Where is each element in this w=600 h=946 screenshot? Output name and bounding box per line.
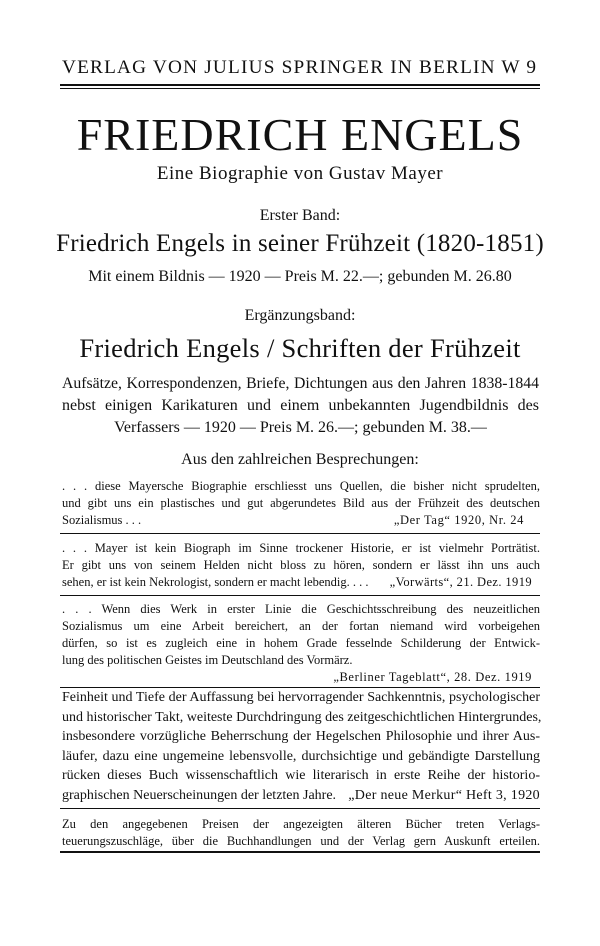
review-line: Er gibt uns von seinem Helden nicht bloss zu hören, sondern er lässt ihn uns auch	[62, 558, 540, 572]
footnote-line: teuerungszuschläge, über die Buchhandlungen und der Verlag gern Auskunft erteilen.	[62, 834, 540, 848]
volume2-line: nebst einigen Karikaturen und einem unbekannten Jugendbildnis des	[62, 397, 539, 414]
volume2-line: Verfassers — 1920 — Preis M. 26.—; gebunden M. 38.—	[114, 419, 487, 436]
review-line: . . . Wenn dies Werk in erster Linie die Geschichtsschreibung des neuzeitlichen	[62, 602, 540, 616]
review-divider	[60, 595, 540, 596]
review-source: „Der Tag“ 1920, Nr. 24	[393, 513, 524, 527]
footer-rule	[60, 851, 540, 853]
price-footnote	[62, 816, 540, 850]
review-line: . . . diese Mayersche Biographie erschliesst uns Quellen, die bisher nicht sprudelten,	[62, 479, 540, 493]
final-review-line: und historischer Takt, weiteste Durchdringung des zeitgeschichtlichen Hintergrundes,	[62, 709, 542, 725]
review-line: dürfen, so ist es zugleich eine in hohem Grade fesselnde Schilderung der Entwick-	[62, 636, 540, 650]
book-title: FRIEDRICH ENGELS	[76, 109, 524, 160]
header-rule	[60, 84, 540, 86]
review-source: „Berliner Tageblatt“, 28. Dez. 1919	[333, 670, 532, 684]
final-divider	[60, 808, 540, 809]
review-line: . . . Mayer ist kein Biograph im Sinne trockener Historie, er ist vielmehr Porträtist.	[62, 541, 540, 555]
volume2-title: Friedrich Engels / Schriften der Frühzeit	[79, 333, 521, 363]
review-line: und gibt uns ein plastisches und gut abgerundetes Bild aus der Frühzeit des deutschen	[62, 496, 540, 510]
volume2-label: Ergänzungsband:	[244, 307, 356, 324]
review-line: Sozialismus um eine Arbeit bereichert, an der fortan niemand wird vorbeigehen	[62, 619, 540, 633]
final-review	[62, 688, 540, 805]
volume2-description	[62, 373, 539, 439]
header-rule-thin	[60, 88, 540, 89]
volume2-line: Aufsätze, Korrespondenzen, Briefe, Dichtungen aus den Jahren 1838-1844	[62, 375, 539, 392]
final-review-line: Feinheit und Tiefe der Auffassung bei hervorragender Sachkenntnis, psychologischer	[62, 690, 540, 705]
review-divider	[60, 533, 540, 534]
reviews-heading: Aus den zahlreichen Besprechungen:	[181, 451, 419, 468]
final-review-line: läufer, dazu eine ungemeine lebensvolle, durchsichtige und gebändigte Darstellung	[62, 748, 540, 764]
review-line: lung des politischen Geistes im Deutschland des Vormärz.	[62, 653, 353, 667]
footnote-line: Zu den angegebenen Preisen der angezeigten älteren Bücher treten Verlags-	[62, 817, 540, 831]
final-review-line: rücken dieses Buch wissenschaftlich wie literarisch in erste Reihe der historio-	[62, 768, 540, 783]
review-line: sehen, er ist kein Nekrologist, sondern er macht lebendig. . . .	[62, 575, 369, 589]
review-source: „Vorwärts“, 21. Dez. 1919	[389, 575, 532, 589]
publisher-header: VERLAG VON JULIUS SPRINGER IN BERLIN W 9	[62, 57, 538, 78]
review-item	[62, 601, 540, 686]
final-review-source: „Der neue Merkur“ Heft 3, 1920	[348, 787, 540, 803]
final-review-line: insbesondere vorzügliche Beherrschung der Hegelschen Philosophie und ihrer Aus-	[62, 729, 540, 744]
volume1-info: Mit einem Bildnis — 1920 — Preis M. 22.—; gebunden M. 26.80	[88, 268, 512, 285]
book-subtitle: Eine Biographie von Gustav Mayer	[156, 163, 444, 184]
review-item	[62, 478, 540, 529]
volume1-title: Friedrich Engels in seiner Frühzeit (1820-1851)	[56, 230, 544, 257]
review-line: Sozialismus . . .	[62, 513, 142, 527]
final-review-line: graphischen Neuerscheinungen der letzten Jahre.	[62, 787, 337, 803]
volume1-label: Erster Band:	[259, 207, 341, 224]
review-item	[62, 540, 540, 591]
